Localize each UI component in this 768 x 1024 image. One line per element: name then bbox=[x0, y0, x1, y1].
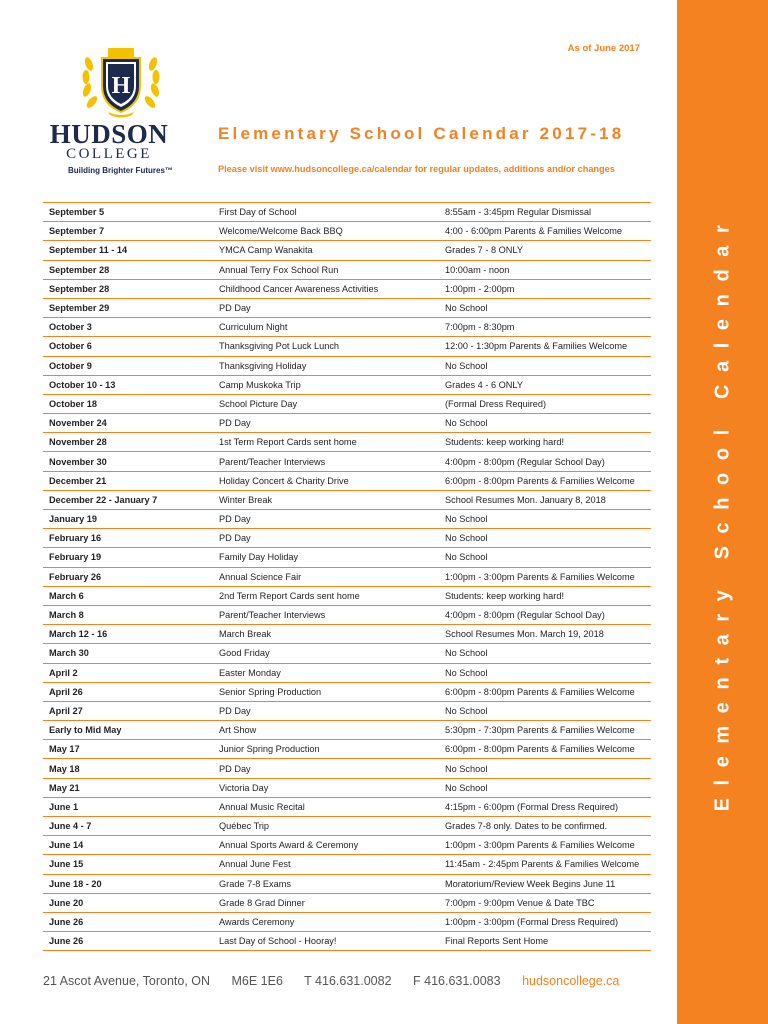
details-cell: No School bbox=[439, 778, 651, 797]
table-row bbox=[43, 912, 651, 931]
table-row bbox=[43, 337, 651, 356]
table-row bbox=[43, 721, 651, 740]
event-cell: Québec Trip bbox=[213, 817, 439, 836]
date-cell: October 3 bbox=[43, 318, 213, 337]
details-cell: 6:00pm - 8:00pm Parents & Families Welcome bbox=[439, 471, 651, 490]
details-cell: 7:00pm - 9:00pm Venue & Date TBC bbox=[439, 893, 651, 912]
date-cell: October 9 bbox=[43, 356, 213, 375]
date-cell: June 20 bbox=[43, 893, 213, 912]
table-row bbox=[43, 874, 651, 893]
crest-icon bbox=[78, 42, 164, 118]
table-row bbox=[43, 471, 651, 490]
event-cell: Easter Monday bbox=[213, 663, 439, 682]
details-cell: No School bbox=[439, 356, 651, 375]
table-row bbox=[43, 222, 651, 241]
update-notice: Please visit www.hudsoncollege.ca/calendar for regular updates, additions and/or changes bbox=[218, 164, 615, 174]
footer-postal: M6E 1E6 bbox=[231, 974, 283, 988]
as-of-date: As of June 2017 bbox=[567, 43, 640, 54]
date-cell: September 28 bbox=[43, 260, 213, 279]
event-cell: Annual Terry Fox School Run bbox=[213, 260, 439, 279]
footer-address: 21 Ascot Avenue, Toronto, ON bbox=[43, 974, 211, 988]
details-cell: 4:00pm - 8:00pm (Regular School Day) bbox=[439, 452, 651, 471]
details-cell: No School bbox=[439, 701, 651, 720]
event-cell: Art Show bbox=[213, 721, 439, 740]
date-cell: May 21 bbox=[43, 778, 213, 797]
event-cell: Welcome/Welcome Back BBQ bbox=[213, 222, 439, 241]
date-cell: October 10 - 13 bbox=[43, 375, 213, 394]
details-cell: 8:55am - 3:45pm Regular Dismissal bbox=[439, 203, 651, 222]
table-row bbox=[43, 356, 651, 375]
date-cell: September 7 bbox=[43, 222, 213, 241]
details-cell: No School bbox=[439, 298, 651, 317]
table-row bbox=[43, 203, 651, 222]
details-cell: 6:00pm - 8:00pm Parents & Families Welcome bbox=[439, 740, 651, 759]
crest-letter: H bbox=[111, 73, 131, 99]
event-cell: Awards Ceremony bbox=[213, 912, 439, 931]
event-cell: Parent/Teacher Interviews bbox=[213, 452, 439, 471]
date-cell: January 19 bbox=[43, 510, 213, 529]
table-row bbox=[43, 414, 651, 433]
table-row bbox=[43, 644, 651, 663]
details-cell: No School bbox=[439, 644, 651, 663]
details-cell: 1:00pm - 3:00pm Parents & Families Welcome bbox=[439, 567, 651, 586]
details-cell: Final Reports Sent Home bbox=[439, 932, 651, 951]
date-cell: June 26 bbox=[43, 912, 213, 931]
date-cell: April 2 bbox=[43, 663, 213, 682]
event-cell: Grade 8 Grad Dinner bbox=[213, 893, 439, 912]
date-cell: February 19 bbox=[43, 548, 213, 567]
event-cell: Grade 7-8 Exams bbox=[213, 874, 439, 893]
details-cell: Students: keep working hard! bbox=[439, 586, 651, 605]
date-cell: Early to Mid May bbox=[43, 721, 213, 740]
date-cell: December 22 - January 7 bbox=[43, 490, 213, 509]
details-cell: 11:45am - 2:45pm Parents & Families Welcome bbox=[439, 855, 651, 874]
event-cell: YMCA Camp Wanakita bbox=[213, 241, 439, 260]
table-row bbox=[43, 932, 651, 951]
date-cell: March 8 bbox=[43, 605, 213, 624]
details-cell: 1:00pm - 3:00pm (Formal Dress Required) bbox=[439, 912, 651, 931]
date-cell: September 28 bbox=[43, 279, 213, 298]
logo-name: HUDSON bbox=[49, 119, 169, 149]
date-cell: February 26 bbox=[43, 567, 213, 586]
footer-fax: F 416.631.0083 bbox=[413, 974, 501, 988]
table-row bbox=[43, 279, 651, 298]
event-cell: Thanksgiving Holiday bbox=[213, 356, 439, 375]
footer-website[interactable]: hudsoncollege.ca bbox=[522, 974, 620, 988]
event-cell: Family Day Holiday bbox=[213, 548, 439, 567]
table-row bbox=[43, 836, 651, 855]
details-cell: Moratorium/Review Week Begins June 11 bbox=[439, 874, 651, 893]
date-cell: June 15 bbox=[43, 855, 213, 874]
event-cell: Camp Muskoka Trip bbox=[213, 375, 439, 394]
table-row bbox=[43, 548, 651, 567]
date-cell: November 24 bbox=[43, 414, 213, 433]
logo-tagline: Building Brighter Futures™ bbox=[68, 166, 173, 175]
event-cell: Victoria Day bbox=[213, 778, 439, 797]
page-title: Elementary School Calendar 2017-18 bbox=[218, 124, 625, 143]
details-cell: School Resumes Mon. January 8, 2018 bbox=[439, 490, 651, 509]
date-cell: May 17 bbox=[43, 740, 213, 759]
details-cell: 12:00 - 1:30pm Parents & Families Welcome bbox=[439, 337, 651, 356]
event-cell: First Day of School bbox=[213, 203, 439, 222]
details-cell: No School bbox=[439, 510, 651, 529]
table-row bbox=[43, 433, 651, 452]
date-cell: November 30 bbox=[43, 452, 213, 471]
details-cell: 5:30pm - 7:30pm Parents & Families Welcome bbox=[439, 721, 651, 740]
event-cell: 2nd Term Report Cards sent home bbox=[213, 586, 439, 605]
event-cell: March Break bbox=[213, 625, 439, 644]
details-cell: 7:00pm - 8:30pm bbox=[439, 318, 651, 337]
table-row bbox=[43, 817, 651, 836]
details-cell: No School bbox=[439, 548, 651, 567]
table-row bbox=[43, 510, 651, 529]
event-cell: Winter Break bbox=[213, 490, 439, 509]
footer-phone: T 416.631.0082 bbox=[304, 974, 392, 988]
table-row bbox=[43, 375, 651, 394]
details-cell: No School bbox=[439, 529, 651, 548]
event-cell: Senior Spring Production bbox=[213, 682, 439, 701]
table-row bbox=[43, 797, 651, 816]
event-cell: Parent/Teacher Interviews bbox=[213, 605, 439, 624]
date-cell: February 16 bbox=[43, 529, 213, 548]
event-cell: Annual Sports Award & Ceremony bbox=[213, 836, 439, 855]
event-cell: Childhood Cancer Awareness Activities bbox=[213, 279, 439, 298]
table-row bbox=[43, 586, 651, 605]
table-row bbox=[43, 298, 651, 317]
event-cell: PD Day bbox=[213, 298, 439, 317]
footer bbox=[43, 974, 619, 988]
date-cell: March 12 - 16 bbox=[43, 625, 213, 644]
event-cell: Annual June Fest bbox=[213, 855, 439, 874]
details-cell: 6:00pm - 8:00pm Parents & Families Welcome bbox=[439, 682, 651, 701]
date-cell: November 28 bbox=[43, 433, 213, 452]
sidebar-title: Elementary School Calendar bbox=[711, 212, 733, 812]
table-row bbox=[43, 682, 651, 701]
event-cell: 1st Term Report Cards sent home bbox=[213, 433, 439, 452]
table-row bbox=[43, 318, 651, 337]
date-cell: June 18 - 20 bbox=[43, 874, 213, 893]
details-cell: No School bbox=[439, 663, 651, 682]
event-cell: PD Day bbox=[213, 701, 439, 720]
details-cell: 1:00pm - 3:00pm Parents & Families Welcome bbox=[439, 836, 651, 855]
table-row bbox=[43, 241, 651, 260]
date-cell: October 18 bbox=[43, 394, 213, 413]
details-cell: (Formal Dress Required) bbox=[439, 394, 651, 413]
date-cell: June 14 bbox=[43, 836, 213, 855]
table-row bbox=[43, 260, 651, 279]
event-cell: Junior Spring Production bbox=[213, 740, 439, 759]
details-cell: 10:00am - noon bbox=[439, 260, 651, 279]
event-cell: School Picture Day bbox=[213, 394, 439, 413]
table-row bbox=[43, 701, 651, 720]
table-row bbox=[43, 740, 651, 759]
details-cell: Grades 7 - 8 ONLY bbox=[439, 241, 651, 260]
table-row bbox=[43, 567, 651, 586]
table-row bbox=[43, 625, 651, 644]
table-row bbox=[43, 605, 651, 624]
event-cell: PD Day bbox=[213, 510, 439, 529]
event-cell: Annual Science Fair bbox=[213, 567, 439, 586]
details-cell: 1:00pm - 2:00pm bbox=[439, 279, 651, 298]
event-cell: Good Friday bbox=[213, 644, 439, 663]
date-cell: March 30 bbox=[43, 644, 213, 663]
table-row bbox=[43, 855, 651, 874]
event-cell: Annual Music Recital bbox=[213, 797, 439, 816]
details-cell: No School bbox=[439, 759, 651, 778]
logo bbox=[44, 42, 199, 182]
event-cell: Thanksgiving Pot Luck Lunch bbox=[213, 337, 439, 356]
date-cell: October 6 bbox=[43, 337, 213, 356]
table-row bbox=[43, 452, 651, 471]
event-cell: Curriculum Night bbox=[213, 318, 439, 337]
details-cell: 4:00pm - 8:00pm (Regular School Day) bbox=[439, 605, 651, 624]
table-row bbox=[43, 490, 651, 509]
event-cell: PD Day bbox=[213, 529, 439, 548]
details-cell: 4:15pm - 6:00pm (Formal Dress Required) bbox=[439, 797, 651, 816]
calendar-table bbox=[43, 202, 651, 951]
details-cell: 4:00 - 6:00pm Parents & Families Welcome bbox=[439, 222, 651, 241]
event-cell: PD Day bbox=[213, 414, 439, 433]
details-cell: Grades 7-8 only. Dates to be confirmed. bbox=[439, 817, 651, 836]
event-cell: Holiday Concert & Charity Drive bbox=[213, 471, 439, 490]
table-row bbox=[43, 394, 651, 413]
details-cell: Students: keep working hard! bbox=[439, 433, 651, 452]
date-cell: September 29 bbox=[43, 298, 213, 317]
table-row bbox=[43, 663, 651, 682]
table-row bbox=[43, 893, 651, 912]
date-cell: April 26 bbox=[43, 682, 213, 701]
date-cell: June 4 - 7 bbox=[43, 817, 213, 836]
date-cell: September 11 - 14 bbox=[43, 241, 213, 260]
event-cell: PD Day bbox=[213, 759, 439, 778]
event-cell: Last Day of School - Hooray! bbox=[213, 932, 439, 951]
date-cell: May 18 bbox=[43, 759, 213, 778]
date-cell: December 21 bbox=[43, 471, 213, 490]
sidebar-banner bbox=[677, 0, 768, 1024]
details-cell: No School bbox=[439, 414, 651, 433]
date-cell: September 5 bbox=[43, 203, 213, 222]
details-cell: School Resumes Mon. March 19, 2018 bbox=[439, 625, 651, 644]
table-row bbox=[43, 529, 651, 548]
date-cell: March 6 bbox=[43, 586, 213, 605]
table-row bbox=[43, 778, 651, 797]
table-row bbox=[43, 759, 651, 778]
details-cell: Grades 4 - 6 ONLY bbox=[439, 375, 651, 394]
date-cell: April 27 bbox=[43, 701, 213, 720]
date-cell: June 26 bbox=[43, 932, 213, 951]
logo-subtitle: COLLEGE bbox=[66, 146, 152, 162]
date-cell: June 1 bbox=[43, 797, 213, 816]
